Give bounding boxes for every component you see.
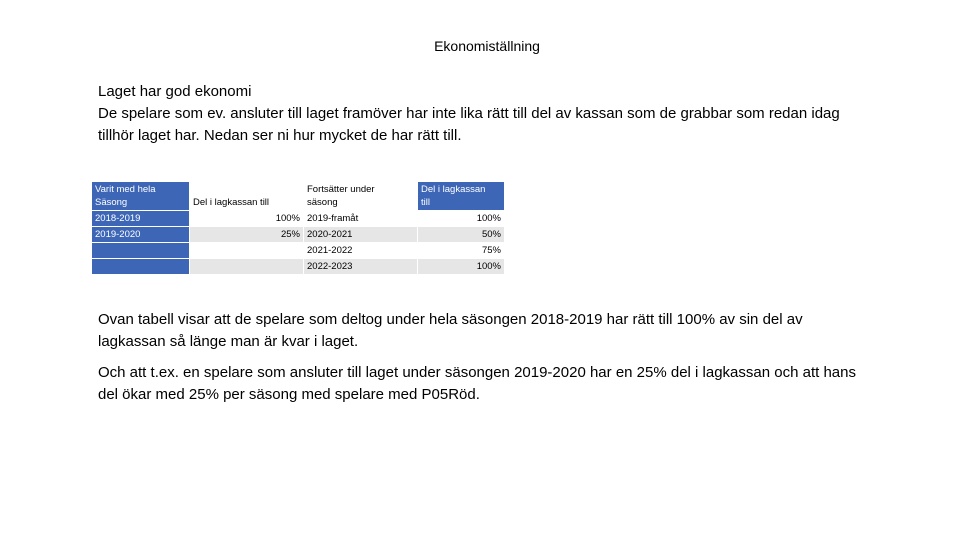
share2-cell: 100% [418,259,504,274]
paragraph-1: Ovan tabell visar att de spelare som deltog under hela säsongen 2018-2019 har rätt till 100% av sin del av lagkassan så länge man är kvar i laget. [98,311,803,350]
page-title: Ekonomiställning [434,38,540,54]
table-row [92,243,504,258]
season-cell [92,243,189,258]
lagkassa-table [91,181,505,275]
continues-cell: 2022-2023 [304,259,417,274]
share-cell [190,259,303,274]
continues-cell: 2020-2021 [304,227,417,242]
continues-cell: 2019-framåt [304,211,417,226]
share-cell: 25% [190,227,303,242]
paragraph-2: Och att t.ex. en spelare som ansluter till laget under säsongen 2019-2020 har en 25% del i lagkassan och att hans del ökar med 25% per säsong med spelare med P05Röd. [98,364,856,403]
share2-cell: 100% [418,211,504,226]
header-continues: Fortsätter under säsong [304,182,417,210]
table-row [92,211,504,226]
intro-text [98,81,878,147]
season-cell: 2018-2019 [92,211,189,226]
header-share-2: Del i lagkassan till [418,182,504,210]
header-share: Del i lagkassan till [190,182,303,210]
table-row [92,259,504,274]
share-cell [190,243,303,258]
share2-cell: 75% [418,243,504,258]
table-header-row-1 [92,182,504,210]
intro-line-1: Laget har god ekonomi [98,83,252,100]
season-cell: 2019-2020 [92,227,189,242]
continues-cell: 2021-2022 [304,243,417,258]
intro-line-2: De spelare som ev. ansluter till laget framöver har inte lika rätt till del av kassan som de grabbar som redan idag tillhör laget har. Nedan ser ni hur mycket de har rätt till. [98,105,840,144]
header-season: Varit med hela Säsong [92,182,189,210]
season-cell [92,259,189,274]
share-cell: 100% [190,211,303,226]
table-row [92,227,504,242]
share2-cell: 50% [418,227,504,242]
